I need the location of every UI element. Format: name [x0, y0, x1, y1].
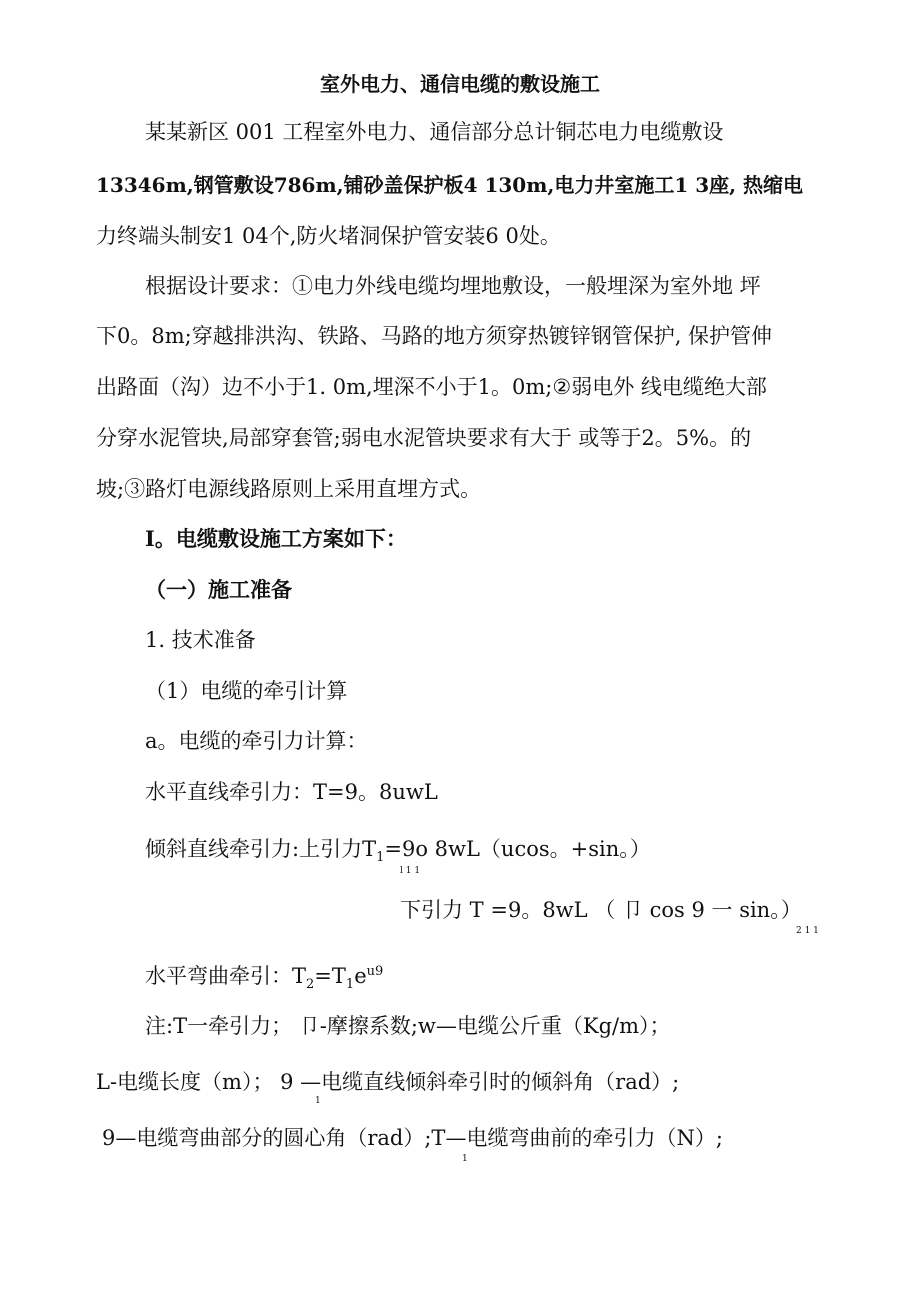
paragraph-2-line-1: 根据设计要求：①电力外线电缆均埋地敷设，一般埋深为室外地 坪: [145, 274, 761, 298]
formula-bend-subscript-1: 1: [345, 977, 355, 993]
formula-horizontal-straight: 水平直线牵引力：T=9。8uwL: [145, 780, 438, 804]
note-line-1: 注:T一牵引力； 卩-摩擦系数;w—电缆公斤重（Kg/m）；: [145, 1014, 671, 1038]
formula-inclined-subscript: 1: [376, 850, 385, 866]
paragraph-1-line-1: 某某新区 001 工程室外电力、通信部分总计铜芯电力电缆敷设: [145, 120, 724, 144]
formula-horizontal-bend: [145, 958, 383, 999]
note-line-3-under-index: 1: [462, 1154, 468, 1164]
paragraph-2-line-2: 下0。8m;穿越排洪沟、铁路、马路的地方须穿热镀锌钢管保护, 保护管伸: [96, 324, 773, 348]
formula-inclined-down: 下引力 T =9。8wL （ 卩 cos 9 一 sin。）: [400, 898, 802, 922]
paragraph-1-line-2: 13346m,钢管敷设786m,铺砂盖保护板4 130m,电力井室施工1 3座, 热缩电: [96, 173, 804, 197]
formula-bend-prefix: 水平弯曲牵引：T: [145, 964, 307, 988]
paragraph-2-line-3: 出路面（沟）边不小于1. 0m,埋深不小于1。0m;②弱电外 线电缆绝大部: [96, 375, 767, 399]
formula-bend-e: e: [354, 964, 367, 988]
formula-inclined-up: [145, 835, 651, 872]
paragraph-2-line-5: 坡;③路灯电源线路原则上采用直埋方式。: [96, 477, 482, 501]
formula-bend-mid: =T: [314, 964, 346, 988]
paragraph-1-line-3: 力终端头制安1 04个,防火堵洞保护管安装6 0处。: [96, 224, 561, 248]
formula-down-under-index: 2 1 1: [796, 926, 819, 936]
document-title: 室外电力、通信电缆的敷设施工: [320, 72, 600, 96]
note-line-2: L-电缆长度（m）； 9 —电缆直线倾斜牵引时的倾斜角（rad）;: [96, 1070, 680, 1094]
formula-bend-superscript: u9: [366, 964, 384, 979]
section-heading: I。电缆敷设施工方案如下：: [145, 526, 407, 551]
subsection-heading: （一）施工准备: [145, 577, 292, 602]
note-line-3: 9—电缆弯曲部分的圆心角（rad）;T—电缆弯曲前的牵引力（N）;: [102, 1126, 723, 1150]
formula-inclined-rest: =9o 8wL（ucos。+sin。）: [384, 837, 651, 861]
item-traction-calculation: （1）电缆的牵引计算: [145, 679, 348, 703]
item-technical-preparation: 1. 技术准备: [145, 628, 256, 652]
item-a-traction-force: a。电缆的牵引力计算：: [145, 729, 368, 753]
formula-inclined-under-index: l 1 1: [400, 866, 421, 876]
formula-bend-subscript-2: 2: [306, 977, 315, 993]
note-line-2-under-index: 1: [315, 1096, 321, 1106]
formula-inclined-prefix: 倾斜直线牵引力:上引力T: [145, 837, 377, 861]
paragraph-2-line-4: 分穿水泥管块,局部穿套管;弱电水泥管块要求有大于 或等于2。5%。的: [96, 426, 752, 450]
